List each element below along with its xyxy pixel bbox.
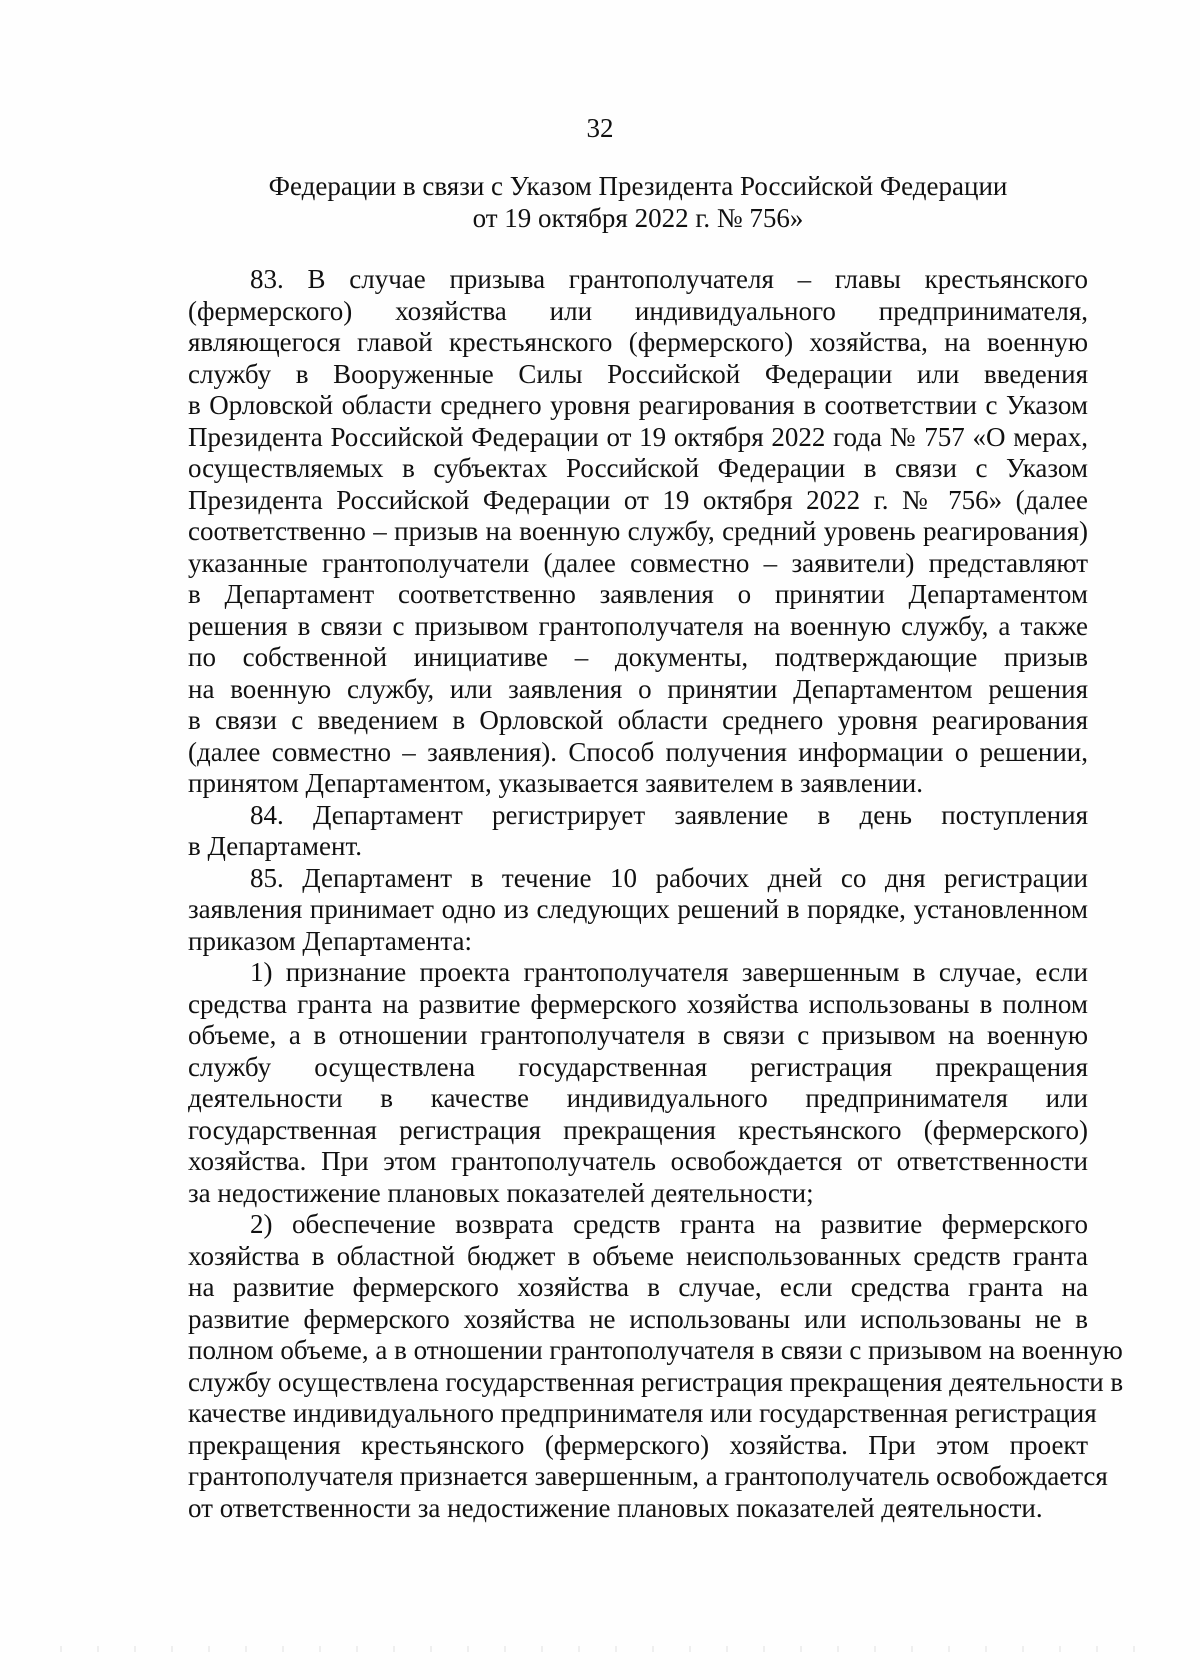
- paragraph-line: указанные грантополучатели (далее совместно – заявители) представляют: [188, 547, 1088, 578]
- paragraph-line: в Департамент соответственно заявления о принятии Департаментом: [188, 579, 1088, 609]
- paragraph-line: в Орловской области среднего уровня реагирования в соответствии с Указом: [188, 390, 1088, 420]
- paragraph: [188, 800, 1088, 863]
- paragraph-line: 1) признание проекта грантополучателя завершенным в случае, если: [250, 957, 1088, 987]
- paragraph-line: развитие фермерского хозяйства не использованы или использованы не в: [188, 1303, 1088, 1334]
- paragraph-line: соответственно – призыв на военную службу, средний уровень реагирования): [188, 516, 1088, 546]
- document-heading: [188, 170, 1088, 234]
- paragraph-line: 2) обеспечение возврата средств гранта на развитие фермерского: [250, 1209, 1088, 1239]
- paragraph-line: службу осуществлена государственная регистрация прекращения деятельности в: [188, 1366, 1124, 1397]
- heading-line: от 19 октября 2022 г. № 756»: [472, 203, 804, 233]
- paragraph-line: (далее совместно – заявления). Способ получения информации о решении,: [188, 736, 1088, 767]
- page-number: 32: [586, 113, 614, 143]
- paragraph: [188, 264, 1088, 800]
- paragraph-line: (фермерского) хозяйства или индивидуального предпринимателя,: [188, 295, 1088, 326]
- paragraph-line: приказом Департамента:: [188, 925, 472, 956]
- document-body: [188, 264, 1124, 1524]
- paragraph: [188, 1209, 1124, 1524]
- paragraph-line: Президента Российской Федерации от 19 октября 2022 г. № 756» (далее: [188, 484, 1088, 515]
- paragraph-line: в Департамент.: [188, 831, 362, 861]
- paragraph-line: средства гранта на развитие фермерского хозяйства использованы в полном: [188, 988, 1088, 1019]
- paragraph: [188, 863, 1088, 958]
- paragraph-line: в связи с введением в Орловской области среднего уровня реагирования: [188, 705, 1088, 735]
- heading-line: Федерации в связи с Указом Президента Российской Федерации: [268, 171, 1008, 201]
- paragraph-line: деятельности в качестве индивидуального предпринимателя или: [188, 1083, 1088, 1113]
- paragraph-line: Президента Российской Федерации от 19 октября 2022 года № 757 «О мерах,: [188, 421, 1088, 452]
- paragraph: [188, 957, 1088, 1209]
- scan-artifact: [60, 1646, 1140, 1652]
- paragraph-line: грантополучателя признается завершенным, а грантополучатель освобождается: [188, 1461, 1108, 1491]
- paragraph-line: за недостижение плановых показателей деятельности;: [188, 1177, 814, 1208]
- paragraph-line: являющегося главой крестьянского (фермерского) хозяйства, на военную: [188, 327, 1088, 357]
- paragraph-line: хозяйства в областной бюджет в объеме неиспользованных средств гранта: [188, 1240, 1088, 1271]
- paragraph-line: объеме, а в отношении грантополучателя в связи с призывом на военную: [188, 1020, 1088, 1050]
- paragraph-line: 85. Департамент в течение 10 рабочих дней со дня регистрации: [250, 862, 1088, 893]
- paragraph-line: по собственной инициативе – документы, подтверждающие призыв: [188, 642, 1088, 672]
- paragraph-line: решения в связи с призывом грантополучателя на военную службу, а также: [188, 610, 1088, 641]
- paragraph-line: 84. Департамент регистрирует заявление в день поступления: [250, 799, 1088, 830]
- paragraph-line: государственная регистрация прекращения крестьянского (фермерского): [188, 1114, 1088, 1145]
- paragraph-line: службу осуществлена государственная регистрация прекращения: [188, 1051, 1088, 1082]
- paragraph-line: прекращения крестьянского (фермерского) хозяйства. При этом проект: [188, 1429, 1088, 1460]
- paragraph-line: хозяйства. При этом грантополучатель освобождается от ответственности: [188, 1146, 1088, 1176]
- paragraph-line: на развитие фермерского хозяйства в случае, если средства гранта на: [188, 1272, 1088, 1302]
- paragraph-line: принятом Департаментом, указывается заявителем в заявлении.: [188, 768, 923, 798]
- paragraph-line: качестве индивидуального предпринимателя или государственная регистрация: [188, 1398, 1097, 1428]
- paragraph-line: от ответственности за недостижение плановых показателей деятельности.: [188, 1492, 1043, 1523]
- paragraph-line: 83. В случае призыва грантополучателя – главы крестьянского: [250, 264, 1088, 294]
- paragraph-line: на военную службу, или заявления о принятии Департаментом решения: [188, 673, 1088, 704]
- paragraph-line: заявления принимает одно из следующих решений в порядке, установленном: [188, 894, 1088, 924]
- paragraph-line: осуществляемых в субъектах Российской Федерации в связи с Указом: [188, 453, 1088, 483]
- paragraph-line: полном объеме, а в отношении грантополучателя в связи с призывом на военную: [188, 1335, 1123, 1365]
- paragraph-line: службу в Вооруженные Силы Российской Федерации или введения: [188, 358, 1088, 389]
